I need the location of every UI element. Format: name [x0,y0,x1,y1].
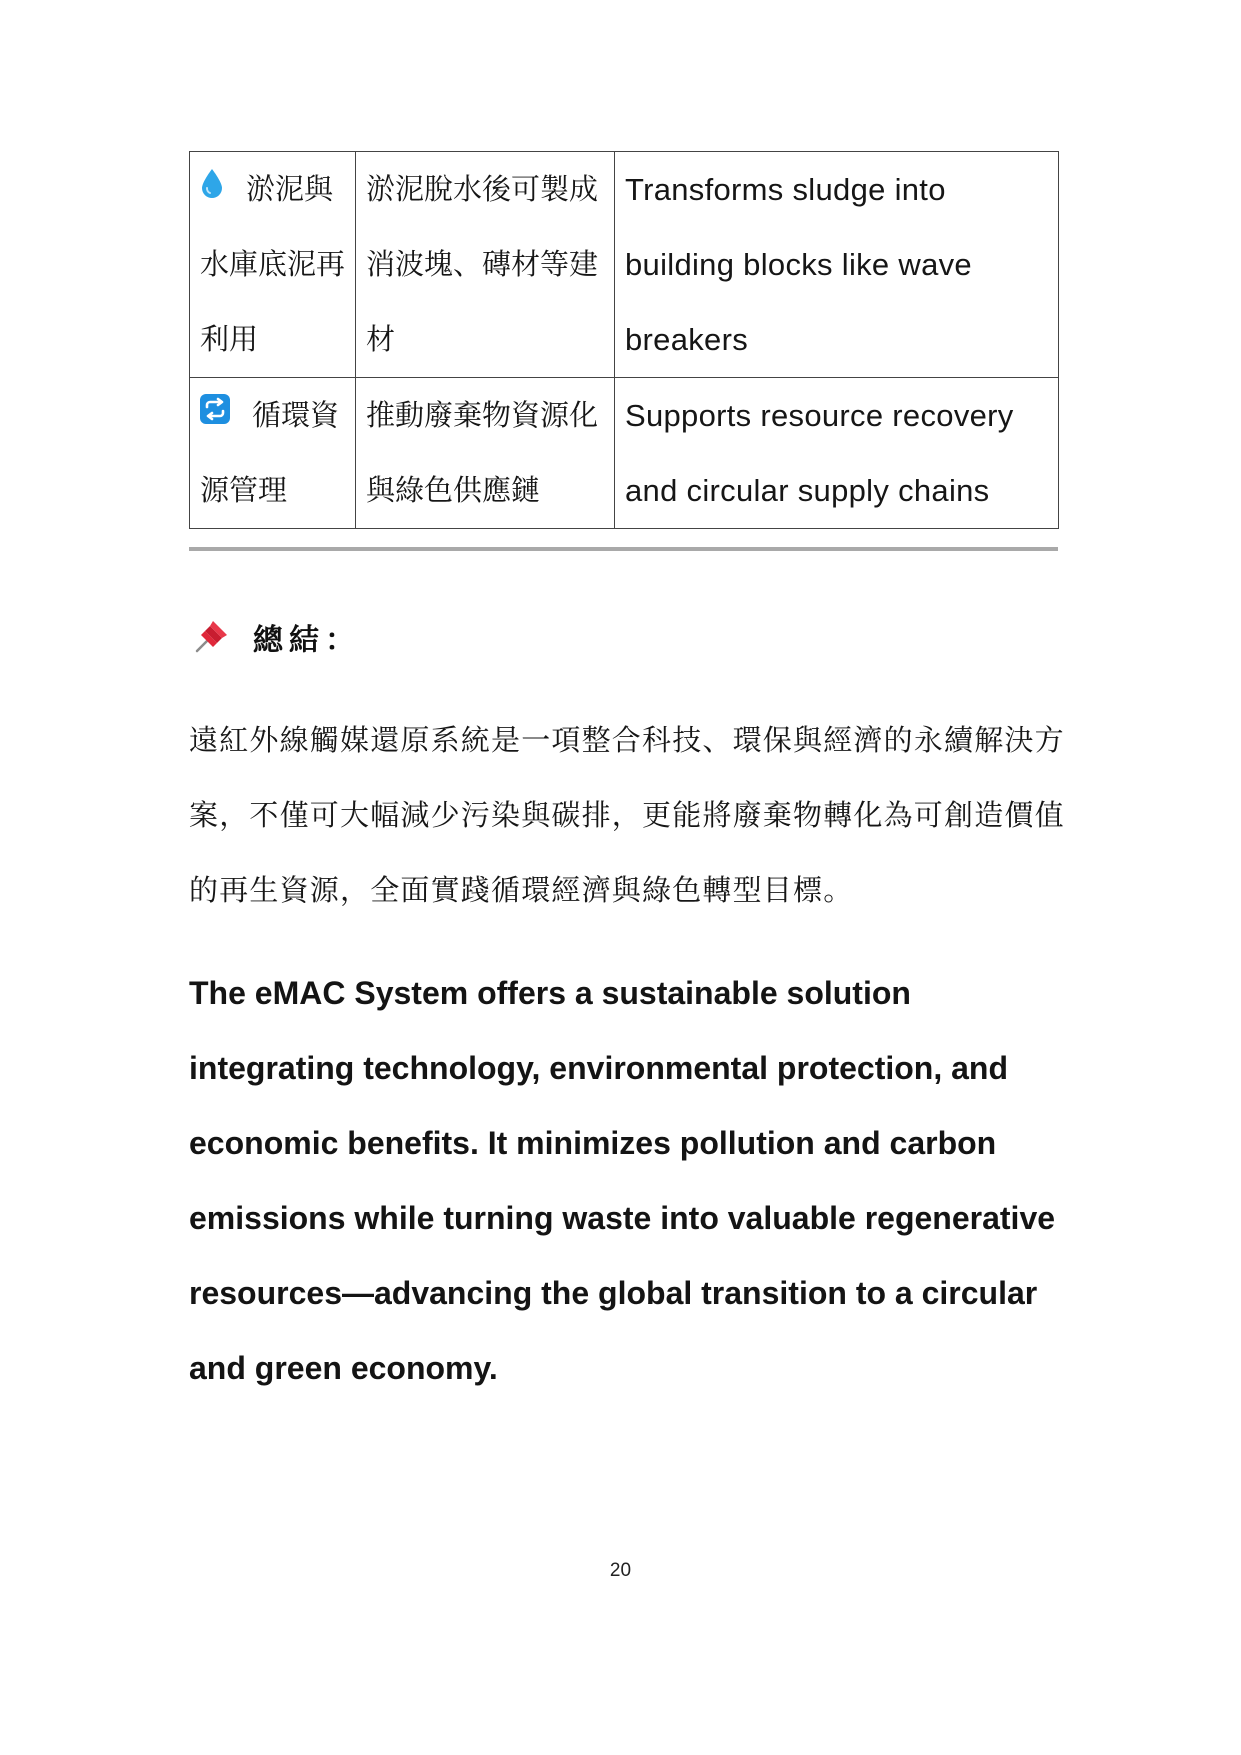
description-zh-cell [356,378,615,529]
table-row [190,378,1059,529]
droplet-icon [200,151,224,226]
page-number: 20 [609,1560,632,1581]
description-en: Supports resource recovery and circular supply chains [625,398,1014,508]
category-label: 淤泥與水庫底泥再利用 [200,172,346,356]
description-en-cell [615,152,1059,378]
summary-heading [191,612,361,662]
category-cell [190,152,356,378]
description-zh-cell [356,152,615,378]
category-label: 循環資源管理 [200,398,340,507]
summary-paragraph-zh: 遠紅外線觸媒還原系統是一項整合科技、環保與經濟的永續解決方案，不僅可大幅減少污染與碳排，更能將廢棄物轉化為可創造價值的再生資源，全面實踐循環經濟與綠色轉型目標。 [189,723,1065,907]
summary-title: 總結： [253,623,361,658]
data-table [189,151,1059,529]
category-cell [190,378,356,529]
description-en-cell [615,378,1059,529]
description-en: Transforms sludge into building blocks like wave breakers [625,172,972,357]
section-divider [189,547,1058,551]
recycle-arrows-icon [200,377,230,452]
table-row [190,152,1059,378]
description-zh: 淤泥脫水後可製成消波塊、磚材等建材 [366,172,599,356]
description-zh: 推動廢棄物資源化與綠色供應鏈 [366,398,599,507]
pushpin-icon [191,617,231,657]
summary-paragraph-en: The eMAC System offers a sustainable solution integrating technology, environmental protection, and economic benefits. It minimizes pollution and carbon emissions while turning waste into valuable regenerative resources—advancing the global transition to a circular and green economy. [189,975,1056,1386]
